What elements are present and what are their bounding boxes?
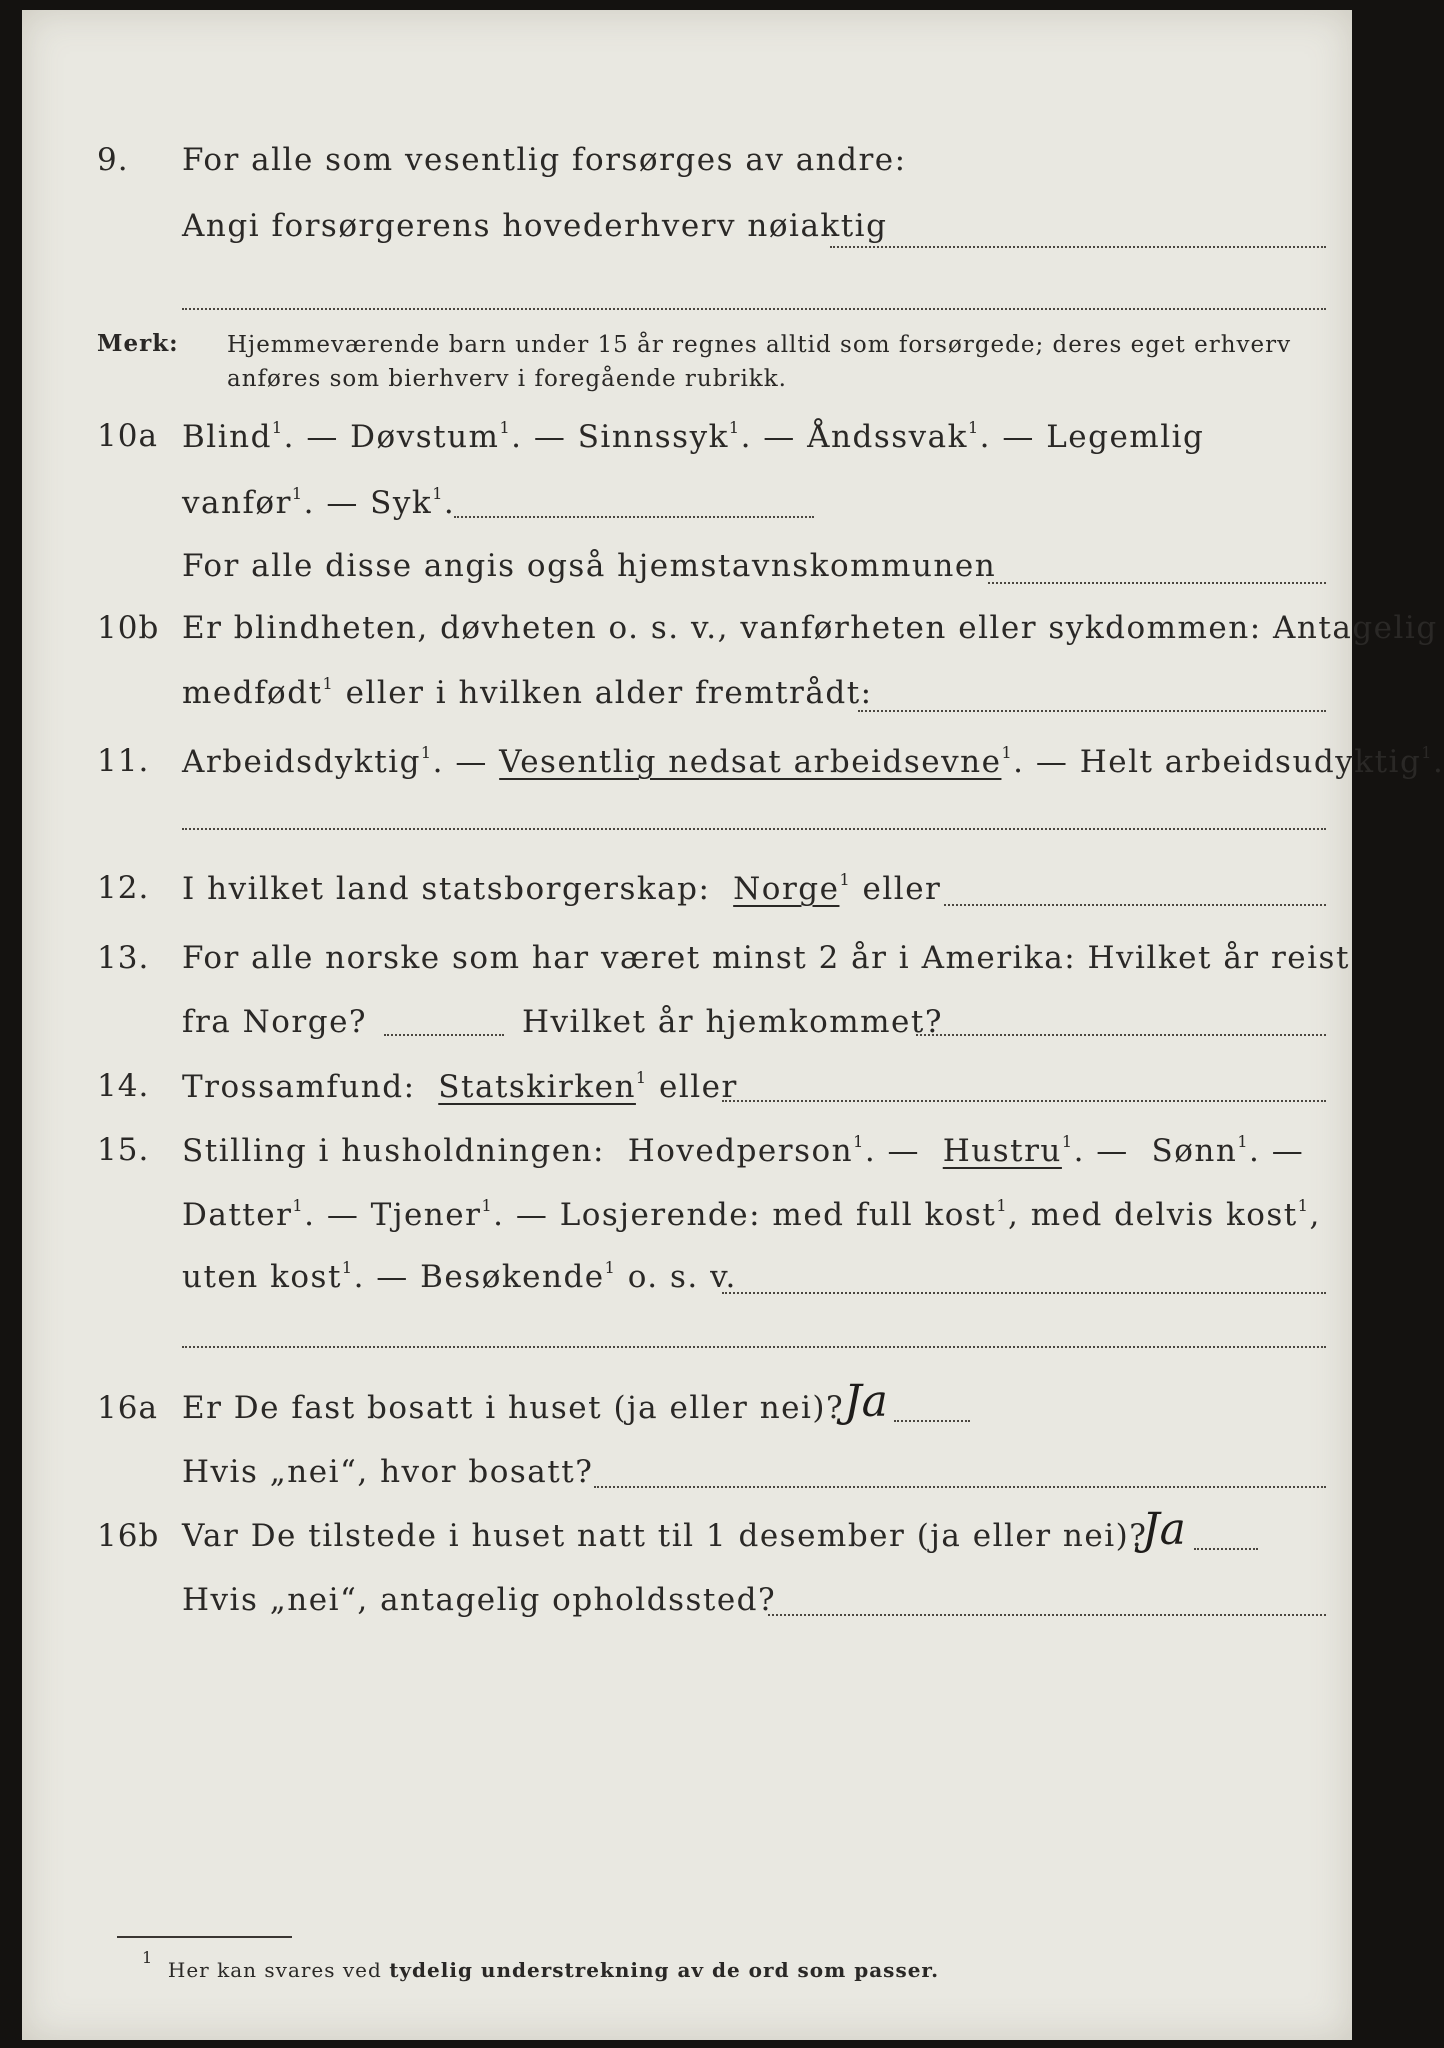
option-medfodt[interactable]: medfødt <box>182 675 323 711</box>
option-arbeidsdyktig[interactable]: Arbeidsdyktig <box>182 744 421 780</box>
q14-answer-field[interactable] <box>722 1100 1326 1102</box>
option-sinnssyk[interactable]: Sinnssyk <box>577 419 729 455</box>
q13-fra-label: fra Norge? <box>182 1004 368 1040</box>
q16a-answer-field[interactable] <box>894 1420 970 1422</box>
option-sonn[interactable]: Sønn <box>1151 1133 1238 1169</box>
q16a-bosatt-field[interactable] <box>594 1486 1326 1488</box>
option-delvis-kost[interactable]: med delvis kost <box>1030 1197 1298 1233</box>
q11-line1: Arbeidsdyktig$^1$. — Vesentlig nedsat arbeidsevne$^1$. — Helt arbeidsudyktig$^1$. <box>182 743 1444 780</box>
option-vesentlig-nedsat[interactable]: Vesentlig nedsat arbeidsevne <box>499 744 1002 780</box>
option-norge[interactable]: Norge <box>733 871 840 907</box>
q13-hjem-label: Hvilket år hjemkommet? <box>522 1004 943 1040</box>
option-tjener[interactable]: Tjener <box>370 1197 482 1233</box>
q16b-line1: Var De tilstede i huset natt til 1 desember (ja eller nei)? <box>182 1518 1148 1554</box>
option-statskirken[interactable]: Statskirken <box>438 1069 636 1105</box>
merk-line2: anføres som bierhverv i foregående rubrikk. <box>227 366 787 392</box>
q11-number: 11. <box>97 743 150 779</box>
census-form-page <box>22 10 1444 2040</box>
q14-number: 14. <box>97 1068 150 1104</box>
q12-answer-field[interactable] <box>944 904 1326 906</box>
q10a-syk-field[interactable] <box>454 516 814 518</box>
q15-answer-field[interactable] <box>722 1292 1326 1294</box>
option-legemlig[interactable]: Legemlig <box>1046 419 1205 455</box>
q15-line3: uten kost$^1$. — Besøkende$^1$ o. s. v. <box>182 1258 737 1295</box>
option-uten-kost[interactable]: uten kost <box>182 1259 342 1295</box>
option-besokende[interactable]: Besøkende <box>420 1259 605 1295</box>
q10b-number: 10b <box>97 610 160 646</box>
q10a-line3: For alle disse angis også hjemstavnskommunen <box>182 548 997 584</box>
q9-line1: For alle som vesentlig forsørges av andre: <box>182 142 907 178</box>
q15-extra-line <box>182 1346 1326 1348</box>
q12-line: I hvilket land statsborgerskap: Norge$^1$ eller <box>182 870 942 907</box>
q10a-kommune-field[interactable] <box>988 582 1326 584</box>
q13-line1: For alle norske som har været minst 2 år i Amerika: Hvilket år reist <box>182 940 1350 976</box>
option-helt-udyktig[interactable]: Helt arbeidsudyktig <box>1079 744 1422 780</box>
q13-number: 13. <box>97 940 150 976</box>
q10a-line1: Blind$^1$. — Døvstum$^1$. — Sinnssyk$^1$. — Åndssvak$^1$. — Legemlig <box>182 418 1205 455</box>
option-blind[interactable]: Blind <box>182 419 272 455</box>
q9-line2: Angi forsørgerens hovederhverv nøiaktig <box>182 208 888 244</box>
q16b-opholdssted-field[interactable] <box>768 1614 1326 1616</box>
q16a-handwritten-answer[interactable]: Ja <box>844 1376 888 1427</box>
q16b-number: 16b <box>97 1518 160 1554</box>
q13-reist-field[interactable] <box>384 1034 504 1036</box>
q16b-line2: Hvis „nei“, antagelig opholdssted? <box>182 1582 777 1618</box>
option-hovedperson[interactable]: Hovedperson <box>627 1133 854 1169</box>
q9-number: 9. <box>97 142 129 178</box>
footnote: $^1$ Her kan svares ved tydelig understrekning av de ord som passer. <box>142 1948 940 1982</box>
q15-number: 15. <box>97 1132 150 1168</box>
q16b-answer-field[interactable] <box>1194 1548 1258 1550</box>
q16a-line1: Er De fast bosatt i huset (ja eller nei)? <box>182 1390 845 1426</box>
q11-extra-line <box>182 828 1326 830</box>
option-datter[interactable]: Datter <box>182 1197 293 1233</box>
q12-number: 12. <box>97 870 150 906</box>
merk-label: Merk: <box>97 330 179 357</box>
option-hustru[interactable]: Hustru <box>942 1133 1062 1169</box>
option-dovstum[interactable]: Døvstum <box>350 419 500 455</box>
q16b-handwritten-answer[interactable]: Ja <box>1142 1504 1186 1555</box>
q15-line2: Datter$^1$. — Tjener$^1$. — Losjerende: med full kost$^1$, med delvis kost$^1$, <box>182 1196 1321 1233</box>
option-full-kost[interactable]: Losjerende: med full kost <box>559 1197 997 1233</box>
q10a-line2: vanfør$^1$. — Syk$^1$. <box>182 484 456 521</box>
q10b-line2: medfødt$^1$ eller i hvilken alder fremtrådt: <box>182 674 873 711</box>
option-vanfor[interactable]: vanfør <box>182 485 292 521</box>
q9-extra-line <box>182 308 1326 310</box>
q10b-answer-field[interactable] <box>858 710 1326 712</box>
q14-line: Trossamfund: Statskirken$^1$ eller <box>182 1068 738 1105</box>
option-andssvak[interactable]: Åndssvak <box>807 419 968 455</box>
footnote-rule <box>117 1936 292 1938</box>
merk-line1: Hjemmeværende barn under 15 år regnes alltid som forsørgede; deres eget erhverv <box>227 332 1292 358</box>
q9-answer-field[interactable] <box>830 246 1326 248</box>
q10a-number: 10a <box>97 418 158 454</box>
q15-line1: Stilling i husholdningen: Hovedperson$^1$. — Hustru$^1$. — Sønn$^1$. — <box>182 1132 1305 1169</box>
option-syk[interactable]: Syk <box>370 485 433 521</box>
q13-hjemkommet-field[interactable] <box>916 1034 1326 1036</box>
q16a-number: 16a <box>97 1390 158 1426</box>
q10b-line1: Er blindheten, døvheten o. s. v., vanførheten eller sykdommen: Antagelig <box>182 610 1438 646</box>
q16a-line2: Hvis „nei“, hvor bosatt? <box>182 1454 594 1490</box>
